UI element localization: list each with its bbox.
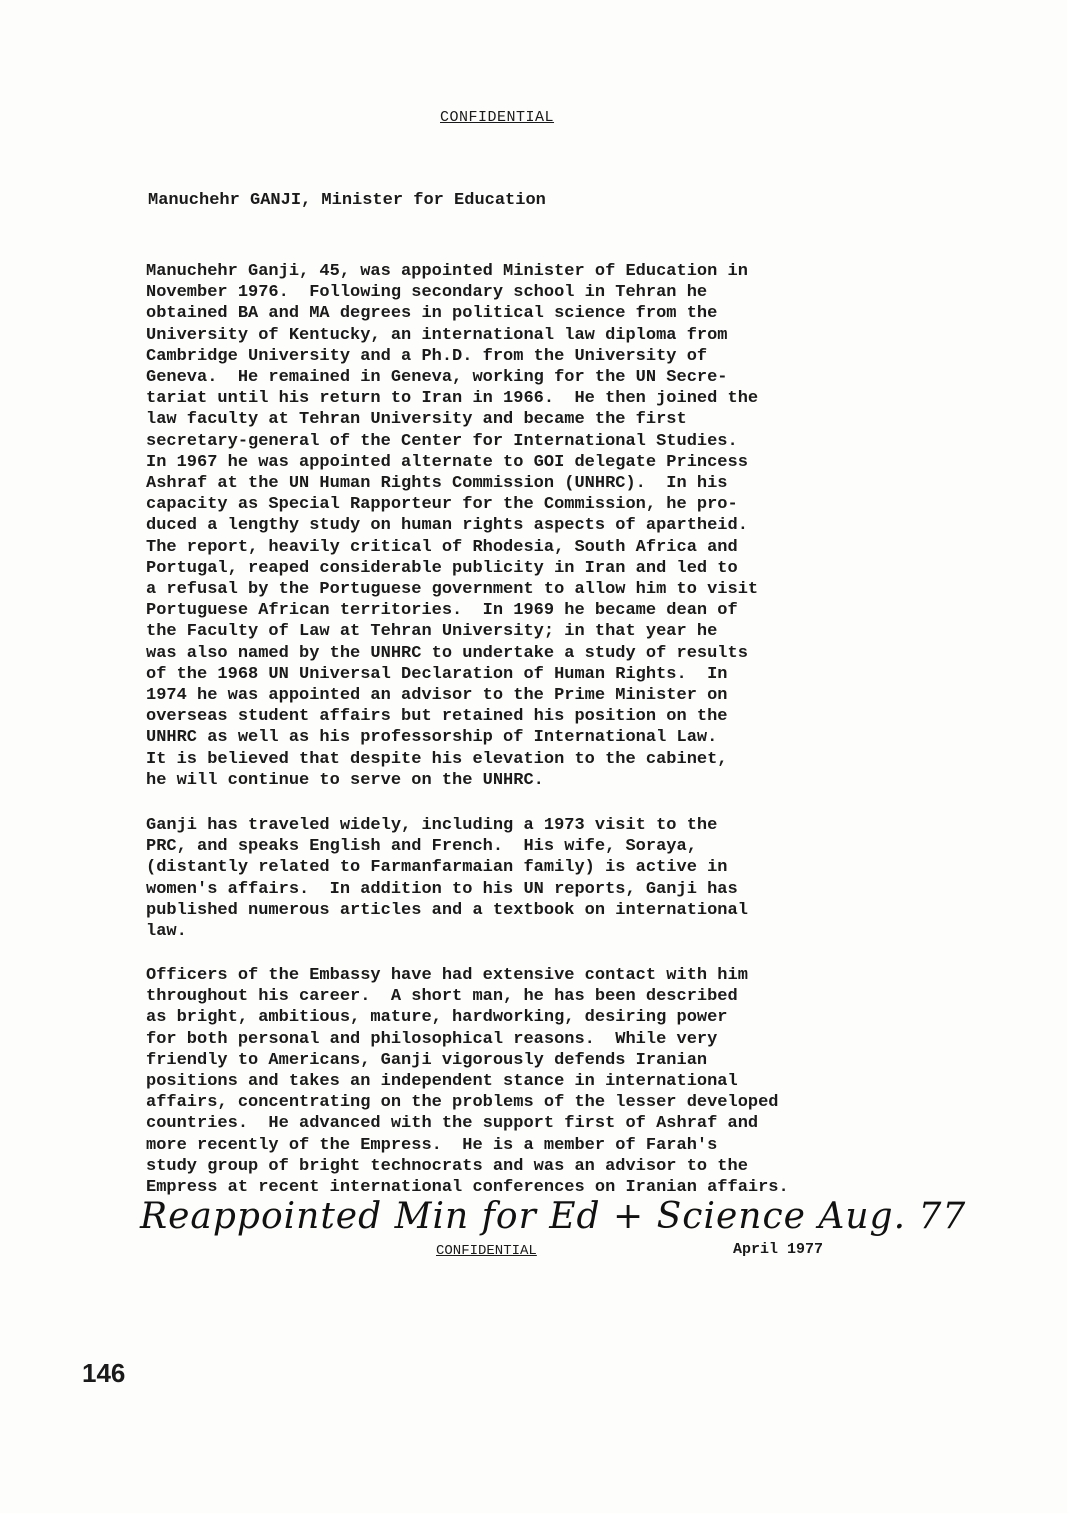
handwritten-annotation: Reappointed Min for Ed + Science Aug. 77 — [140, 1196, 967, 1237]
paragraph-assessment: Officers of the Embassy have had extensive contact with him throughout his career. A short man, he has been described as bright, ambitious, mature, hardworking, desiring power for both personal and philosophical reasons. While very friendly to Americans, Ganji vigorously defends Iranian positions and takes an independent stance in international affairs, concentrating on the problems of the lesser developed countries. He advanced with the support first of Ashraf and more recently of the Empress. He is a member of Farah's study group of bright technocrats and was an advisor to the Empress at recent international conferences on Iranian affairs. — [146, 966, 789, 1198]
footer-classification: CONFIDENTIAL — [436, 1243, 537, 1259]
document-title: Manuchehr GANJI, Minister for Education — [148, 191, 546, 210]
header-classification: CONFIDENTIAL — [440, 109, 555, 126]
paragraph-personal: Ganji has traveled widely, including a 1973 visit to the PRC, and speaks English and French. His wife, Soraya, (distantly related to Farmanfarmaian family) is active in women's affairs. In addition to his UN reports, Ganji has published numerous articles and a textbook on international law. — [146, 816, 748, 942]
paragraph-career: Manuchehr Ganji, 45, was appointed Minister of Education in November 1976. Following secondary school in Tehran he obtained BA and MA degrees in political science from the University of Kentucky, an international law diploma from Cambridge University and a Ph.D. from the University of Geneva. He remained in Geneva, working for the UN Secre- tariat until his return to Iran in 1966. He then joined the law faculty at Tehran University and became the first secretary-general of the Center for International Studies. In 1967 he was appointed alternate to GOI delegate Princess Ashraf at the UN Human Rights Commission (UNHRC). In his capacity as Special Rapporteur for the Commission, he pro- duced a lengthy study on human rights aspects of apartheid. The report, heavily critical of Rhodesia, South Africa and Portugal, reaped considerable publicity in Iran and led to a refusal by the Portuguese government to allow him to visit Portuguese African territories. In 1969 he became dean of the Faculty of Law at Tehran University; in that year he was also named by the UNHRC to undertake a study of results of the 1968 UN Universal Declaration of Human Rights. In 1974 he was appointed an advisor to the Prime Minister on overseas student affairs but retained his position on the UNHRC as well as his professorship of International Law. It is believed that despite his elevation to the cabinet, he will continue to serve on the UNHRC. — [146, 262, 759, 790]
footer-date: April 1977 — [733, 1241, 824, 1258]
page-number: 146 — [82, 1358, 126, 1388]
